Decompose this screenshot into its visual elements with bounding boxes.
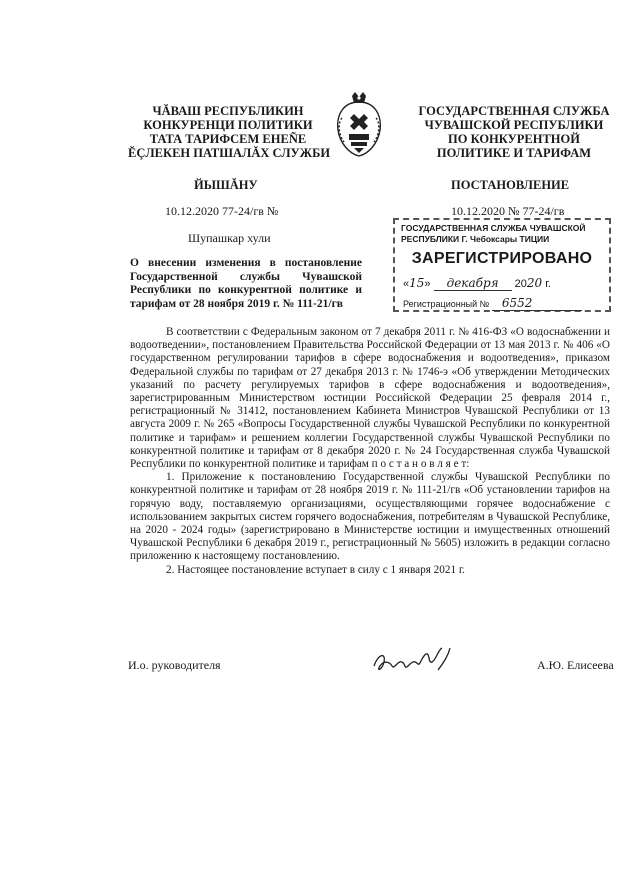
registration-stamp xyxy=(393,218,611,312)
handwritten-signature-icon xyxy=(368,642,458,678)
date-number-chuvash: 10.12.2020 77-24/гв № xyxy=(165,204,279,218)
date-number-russian: 10.12.2020 № 77-24/гв xyxy=(451,204,565,218)
doc-type-chuvash: ЙЫШĂНУ xyxy=(194,178,258,192)
chuvash-emblem-icon xyxy=(330,92,388,160)
stamp-registered-label: ЗАРЕГИСТРИРОВАНО xyxy=(411,250,593,267)
document-subject: О внесении изменения в постановление Государственной службы Чувашской Республики по конкурентной политике и тарифам от 28 ноября 2019 г. № 111-21/гв xyxy=(130,257,362,310)
stamp-authority-line: РЕСПУБЛИКИ Г. Чебоксары ТИЦИИ xyxy=(401,234,550,244)
stamp-year-prefix: 20 xyxy=(514,278,527,290)
city-chuvash: Шупашкар хули xyxy=(188,231,271,245)
body-item-1: 1. Приложение к постановлению Государственной службы Чувашской Республики по конкурентной политике и тарифам от 28 ноября 2019 г. № 111-21/гв «Об установлении тарифов на горячую воду, поставляемую организациями, осуществляющими горячее водоснабжение с использованием закрытых систем горячего водоснабжения, потребителям в Чувашской Республике, на 2020 - 2024 годы» (зарегистрировано в Министерстве юстиции и имущественных отношений Чувашской Республики 6 декабря 2019 г., регистрационный № 5605) изложить в редакции согласно приложению к настоящему постановлению. xyxy=(130,471,610,563)
body-preamble: В соответствии с Федеральным законом от 7 декабря 2011 г. № 416-ФЗ «О водоснабжении и водоотведении», постановлением Правительства Российской Федерации от 13 мая 2013 г. № 406 «О государственном регулировании тарифов в сфере водоснабжения и водоотведения», приказом Федеральной службы по тарифам от 27 декабря 2013 г. № 1746-э «Об утверждении Методических указаний по расчету регулируемых тарифов в сфере водоснабжения и водоотведения», зарегистрированным Министерством юстиции Российской Федерации 25 февраля 2014 г., регистрационный № 31412, постановлением Кабинета Министров Чувашской Республики от 13 августа 2009 г. № 265 «Вопросы Государственной службы Чувашской Республики по конкурентной политике и тарифам» и решением коллегии Государственной службы Чувашской Республики по конкурентной политике и тарифам от 8 декабря 2020 г. № 24 Государственная служба Чувашской Республики по конкурентной политике и тарифам п о с т а н о в л я е т: xyxy=(130,326,610,471)
body-item-2: 2. Настоящее постановление вступает в силу с 1 января 2021 г. xyxy=(166,563,465,576)
header-right-line: ПО КОНКУРЕНТНОЙ xyxy=(448,132,580,146)
stamp-reg-value: 6552 xyxy=(492,296,582,311)
stamp-reg-label: Регистрационный № xyxy=(403,299,490,309)
stamp-reg-number xyxy=(403,296,582,311)
header-right-line: ЧУВАШСКОЙ РЕСПУБЛИКИ xyxy=(424,118,604,132)
stamp-authority-line: ГОСУДАРСТВЕННАЯ СЛУЖБА ЧУВАШСКОЙ xyxy=(401,223,586,233)
stamp-date: «15» декабря 2020 г. xyxy=(403,276,551,290)
signer-name: А.Ю. Елисеева xyxy=(537,658,614,672)
header-left-line: ТАТА ТАРИФСЕМ ЕНЕÑЕ xyxy=(149,132,307,146)
header-left-line: ЧĂВАШ РЕСПУБЛИКИН xyxy=(152,104,304,118)
stamp-year-unit: г. xyxy=(545,278,551,290)
document-body xyxy=(130,326,610,577)
stamp-year-suffix: 20 xyxy=(526,276,543,290)
stamp-day: 15 xyxy=(409,276,425,290)
header-right-line: ПОЛИТИКЕ И ТАРИФАМ xyxy=(436,146,592,160)
doc-type-russian: ПОСТАНОВЛЕНИЕ xyxy=(451,178,570,192)
header-left-line: КОНКУРЕНЦИ ПОЛИТИКИ xyxy=(143,118,313,132)
header-right-russian xyxy=(414,104,614,160)
header-left-chuvash xyxy=(128,104,331,160)
header-left-line: ĔÇЛЕКЕН ПАТШАЛĂХ СЛУЖБИ xyxy=(128,146,331,160)
signer-position: И.о. руководителя xyxy=(128,658,221,672)
stamp-month: декабря xyxy=(434,276,512,291)
header-right-line: ГОСУДАРСТВЕННАЯ СЛУЖБА xyxy=(418,104,610,118)
